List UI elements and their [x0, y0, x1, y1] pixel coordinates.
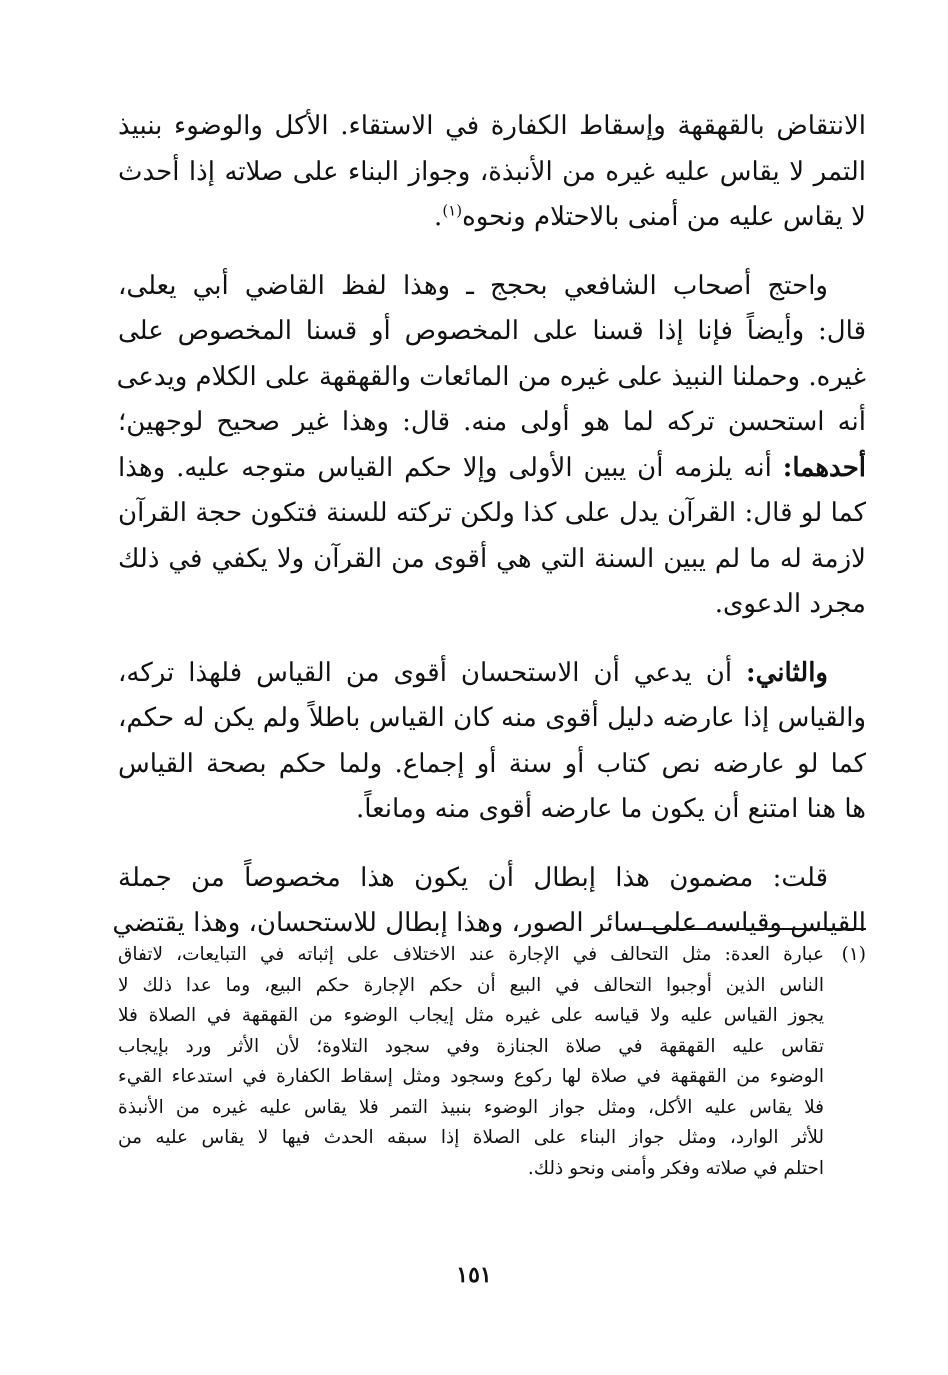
footnote-line: الناس الذين أوجبوا التحالف في البيع أن حكم الإجارة حكم البيع، وما عدا ذلك لا	[118, 974, 824, 996]
text-line: مجرد الدعوى.	[714, 589, 866, 619]
footnote-number: (١)	[841, 944, 866, 965]
text-run: أن يدعي أن الاستحسان أقوى من القياس فلهذا تركه،	[118, 657, 747, 688]
bold-lead: أحدهما:	[782, 452, 866, 483]
text-line: أنه استحسن تركه لما هو أولى منه. قال: وهذا غير صحيح لوجهين؛	[118, 407, 866, 437]
footnote-marker[interactable]: (١)	[442, 201, 463, 220]
footnote-line: تقاس عليه القهقهة في صلاة الجنازة وفي سجود التلاوة؛ لأن الأثر ورد بإيجاب	[118, 1035, 824, 1057]
paragraph-4	[112, 856, 866, 947]
text-line	[118, 651, 866, 697]
text-line	[118, 446, 866, 492]
text-line	[118, 195, 866, 241]
text-line: الانتقاض بالقهقهة وإسقاط الكفارة في الاستقاء. الأكل والوضوء بنبيذ	[118, 111, 866, 141]
text-run: لا يقاس عليه من أمنى بالاحتلام ونحوه	[462, 202, 866, 232]
footnote-separator	[630, 928, 866, 930]
paragraph-3	[118, 651, 866, 833]
text-line: القياس وقياسه على سائر الصور، وهذا إبطال للاستحسان، وهذا يقتضي	[112, 908, 866, 938]
paragraph-2	[118, 264, 866, 628]
text-line: قلت: مضمون هذا إبطال أن يكون هذا مخصوصاً من جملة	[118, 862, 828, 893]
text-line: غيره. وحملنا النبيذ على غيره من المائعات والقهقهة على الكلام ويدعى	[116, 361, 866, 392]
text-line: واحتج أصحاب الشافعي بحجج ـ وهذا لفظ القاضي أبي يعلى،	[118, 270, 828, 301]
text-line: كما لو عارضه نص كتاب أو سنة أو إجماع. ولما حكم بصحة القياس	[118, 748, 866, 779]
text-line: التمر لا يقاس عليه غيره من الأنبذة، وجواز البناء على صلاته إذا أحدث	[118, 156, 866, 187]
text-line: كما لو قال: القرآن يدل على كذا ولكن تركته للسنة فتكون حجة القرآن	[118, 498, 866, 528]
footnote-line: الوضوء من القهقهة في صلاة لها ركوع وسجود ومثل إسقاط الكفارة في استدعاء القيء	[118, 1066, 824, 1087]
bold-lead: والثاني:	[746, 657, 828, 688]
footnote-line: عبارة العدة: مثل التحالف في الإجارة عند الاختلاف على إثباته في التبايعات، لاتفاق	[118, 944, 824, 965]
footnote-body	[118, 940, 824, 1184]
footnote-1	[118, 940, 866, 1184]
text-run: أنه يلزمه أن يبين الأولى وإلا حكم القياس متوجه عليه. وهذا	[118, 452, 783, 483]
footnotes	[118, 940, 866, 1184]
main-text	[112, 104, 866, 970]
text-line: لازمة له ما لم يبين السنة التي هي أقوى من القرآن ولا يكفي في ذلك	[118, 543, 866, 574]
text-line: ها هنا امتنع أن يكون ما عارضه أقوى منه ومانعاً.	[356, 794, 866, 824]
footnote-line: فلا يقاس عليه الأكل، ومثل جواز الوضوء بنبيذ التمر فلا يقاس عليه غيره من الأنبذة	[118, 1096, 824, 1118]
text-line: والقياس إذا عارضه دليل أقوى منه كان القياس باطلاً ولم يكن له حكم،	[118, 703, 866, 733]
text-line: قال: وأيضاً فإنا إذا قسنا على المخصوص أو قسنا المخصوص على	[118, 316, 866, 346]
footnote-line: للأثر الوارد، ومثل جواز البناء على الصلاة إذا سبقه الحدث فيها لا يقاس عليه من	[118, 1127, 824, 1148]
footnote-line: يجوز القياس عليه ولا قياسه على غيره مثل إيجاب الوضوء من القهقهة في الصلاة فلا	[118, 1005, 824, 1026]
text-run: .	[434, 202, 443, 232]
page-number: ١٥١	[456, 1262, 492, 1288]
paragraph-1	[118, 104, 866, 241]
footnote-line: احتلم في صلاته وفكر وأمنى ونحو ذلك.	[527, 1157, 824, 1179]
